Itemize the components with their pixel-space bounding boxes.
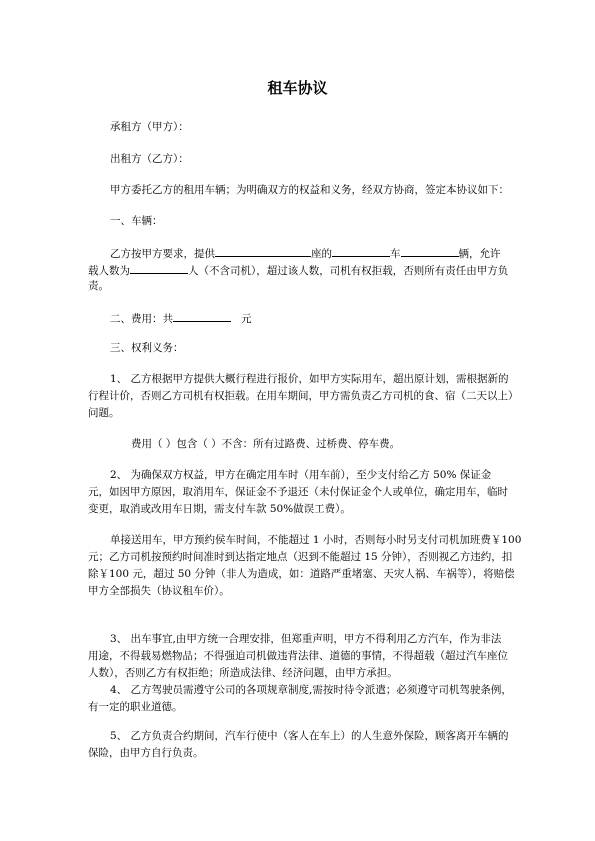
fee-amount-blank xyxy=(173,310,231,322)
clause-2-line: 2、 为确保双方权益，甲方在确定用车时（用车前），至少支付给乙方 50% 保证金 xyxy=(110,469,492,481)
clause-2-line: 元，如因甲方原因，取消用车，保证金不予退还（未付保证金个人或单位，确定用车，临时 xyxy=(88,486,508,498)
clause-1-line: 行程计价，否则乙方司机有权拒载。在用车期间，甲方需负责乙方司机的食、宿（二天以上） xyxy=(88,390,519,402)
fee-inclusion-note: 费用（ ）包含（ ）不含：所有过路费、过桥费、停车费。 xyxy=(131,438,401,450)
vehicle-clause-text: 车 xyxy=(390,248,401,260)
intro-paragraph: 甲方委托乙方的租用车辆；为明确双方的权益和义务，经双方协商，签定本协议如下： xyxy=(110,184,509,196)
clause-1-line: 1、 乙方根据甲方提供大概行程进行报价，如甲方实际用车，超出原计划，需根据新的 xyxy=(110,373,509,385)
section-rights-heading: 三、权利义务： xyxy=(110,342,184,354)
clause-3-line: 人数），否则乙方有权拒绝；所造成法律、经济问题，由甲方承担。 xyxy=(88,667,398,679)
transfer-clause-line: 除￥100 元，超过 50 分钟（非人为造成，如：道路严重堵塞、天灾人祸、车祸等），将赔偿 xyxy=(88,568,515,580)
transfer-clause-line: 元；乙方司机按预约时间准时到达指定地点（迟到不能超过 15 分钟），否则视乙方违约，扣 xyxy=(88,551,513,563)
vehicle-clause-line-2 xyxy=(88,262,508,278)
transfer-clause-line: 甲方全部损失（协议租车价）。 xyxy=(88,585,230,597)
vehicle-clause-text: 人（不含司机），超过该人数，司机有权拒载，否则所有责任由甲方负 xyxy=(188,265,509,277)
vehicle-model-blank xyxy=(332,245,390,257)
lessee-line: 承租方（甲方）： xyxy=(110,121,189,133)
vehicle-clause-text: 载人数为 xyxy=(88,265,130,277)
vehicle-clause-text: 乙方按甲方要求，提供 xyxy=(110,248,215,260)
vehicle-clause-line-1 xyxy=(110,245,501,261)
document-title: 租车协议 xyxy=(267,79,328,97)
clause-3-line: 3、 出车事宜,由甲方统一合理安排，但郑重声明，甲方不得利用乙方汽车，作为非法 xyxy=(110,633,502,645)
clause-1-line: 问题。 xyxy=(88,407,120,419)
fee-label: 二、费用：共 xyxy=(110,313,173,325)
passenger-count-blank xyxy=(130,262,188,274)
vehicle-clause-text: 座的 xyxy=(311,248,332,260)
clause-5-line: 5、 乙方负责合约期间，汽车行使中（客人在车上）的人生意外保险，顾客离开车辆的 xyxy=(110,730,509,742)
transfer-clause-line: 单接送用车，甲方预约侯车时间，不能超过 1 小时，否则每小时另支付司机加班费￥100 xyxy=(110,534,522,546)
clause-4-line: 4、 乙方驾驶员需遵守公司的各项规章制度,需按时待令派遣；必须遵守司机驾驶条例， xyxy=(110,684,512,696)
clause-2-line: 变更，取消或改用车日期，需支付车款 50%做误工费）。 xyxy=(88,503,351,515)
lessor-line: 出租方（乙方）： xyxy=(110,153,189,165)
vehicle-clause-text: 辆，允许 xyxy=(458,248,501,260)
vehicle-count-blank xyxy=(401,245,459,257)
section-fee-line xyxy=(110,310,252,326)
seat-count-blank xyxy=(215,245,311,257)
fee-unit: 元 xyxy=(241,313,252,325)
clause-3-line: 用途，不得载易燃物品；不得强迫司机做违背法律、道德的事情，不得超载（超过汽车座位 xyxy=(88,650,508,662)
section-vehicle-heading: 一、车辆： xyxy=(110,215,163,227)
clause-5-line: 保险，由甲方自行负责。 xyxy=(88,747,204,759)
clause-4-line: 有一定的职业道德。 xyxy=(88,701,183,713)
vehicle-clause-line-3: 责。 xyxy=(88,280,109,292)
